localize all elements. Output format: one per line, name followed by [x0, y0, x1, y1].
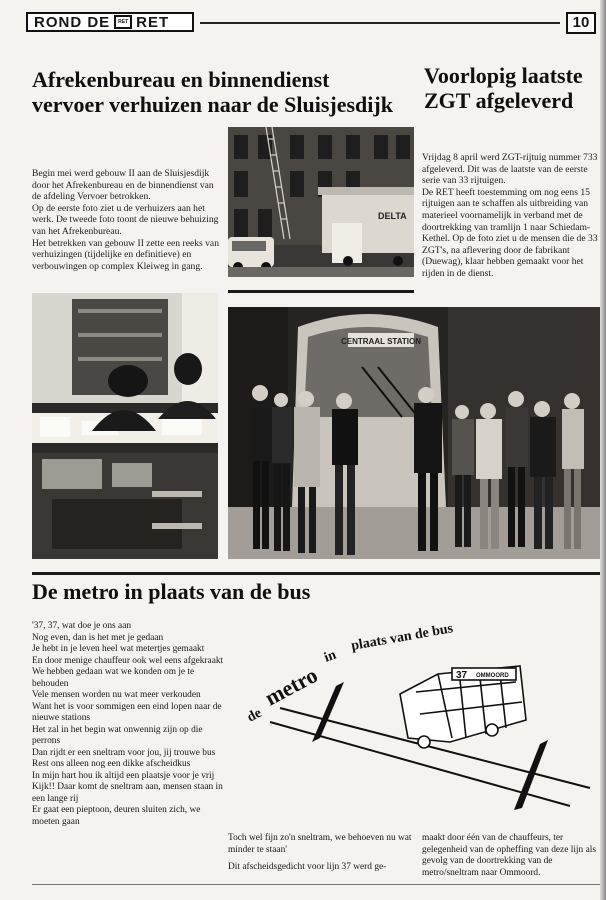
poem-line: Kijk!! Daar komt de sneltram aan, mensen staan in een lange rij	[32, 782, 223, 804]
illus-word-plaats: plaats van de bus	[350, 621, 455, 654]
left-paragraph-1: Begin mei werd gebouw II aan de Sluisjesdijk door het Afrekenbureau en de binnendienst van de afdeling Vervoer betrokken.	[32, 168, 214, 203]
illus-word-de: de	[244, 705, 265, 726]
header-rule	[200, 22, 560, 24]
metro-column-3: maakt door één van de chauffeurs, ter gelegenheid van de opheffing van deze lijn als gevolg van de doortrekking van de metro/sneltram naar Ommoord.	[422, 833, 596, 878]
poem-line: In mijn hart hou ik altijd een plaatsje voor je vrij	[32, 770, 215, 781]
masthead-ret: RET	[136, 13, 170, 31]
bus-destination: OMMOORD	[476, 673, 509, 679]
right-paragraph-2: De RET heeft toestemming om nog eens 15 rijtuigen aan te schaffen als uitbreiding van materieel voornamelijk in verband met de doortrekking van tramlijn 1 naar Schiedam-Kethel. Op de foto ziet u de mensen die de 33 ZGT's, na aflevering door de fabrikant (Duewag), klaar hebben gemaakt voor het rijden in de dienst.	[422, 186, 598, 279]
poem-line: En door menige chauffeur ook wel eens afgekraakt	[32, 655, 224, 666]
poem-line: Vele mensen worden nu wat meer verkouden	[32, 690, 201, 700]
left-paragraph-3: Het betrekken van gebouw II zette een reeks van verhuizingen (tijdelijke en definitieve) en verbouwingen op complex Kleiweg in gang.	[32, 237, 219, 272]
page-edge	[600, 0, 606, 900]
metro-poem	[32, 621, 230, 828]
left-article-body	[32, 168, 220, 272]
poem-line: '37, 37, wat doe je ons aan	[32, 621, 132, 631]
left-article-title: Afrekenbureau en binnendienst vervoer verhuizen naar de Sluisjesdijk	[32, 67, 393, 117]
masthead-logo-box	[114, 15, 132, 29]
illus-word-in: in	[322, 647, 339, 666]
tram-sign-text: CENTRAAL STATION	[341, 337, 421, 346]
section-rule-top	[228, 290, 414, 293]
section-rule-metro	[32, 572, 600, 575]
poem-line: Je hebt in je leven heel wat metertjes gemaakt	[32, 644, 205, 654]
poem-line: Er gaat een pieptoon, deuren sluiten zich, we moeten gaan	[32, 805, 201, 827]
photo-zgt-team-tram	[228, 307, 600, 559]
poem-line: We hebben gedaan wat we konden om je te behouden	[32, 667, 195, 689]
bus-route-number: 37	[456, 670, 468, 681]
bottom-rule	[32, 884, 600, 885]
left-paragraph-2: Op de eerste foto ziet u de verhuizers aan het werk. De tweede foto toont de nieuwe behuizing van het Afrekenbureau.	[32, 202, 219, 237]
photo-afrekenbureau-office	[32, 293, 218, 559]
masthead	[26, 12, 194, 32]
right-paragraph-1: Vrijdag 8 april werd ZGT-rijtuig nummer 733 afgeleverd. Dit was de laatste van de eerste serie van 33 rijtuigen.	[422, 152, 598, 187]
masthead-logo-text: RET	[118, 19, 129, 25]
right-article-title: Voorlopig laatste ZGT afgeleverd	[424, 63, 583, 113]
col2-line-1: Toch wel fijn zo'n sneltram, we behoeven nu wat minder te staan'	[228, 833, 412, 855]
col2-line-2: Dit afscheidsgedicht voor lijn 37 werd ge-	[228, 862, 387, 872]
masthead-rond-de: ROND DE	[34, 13, 111, 31]
poem-line: Rest ons alleen nog een dikke afscheidkus	[32, 759, 191, 769]
truck-text: DELTA	[378, 211, 407, 221]
metro-bus-illustration	[240, 610, 600, 820]
poem-line: Want het is voor sommigen een eind lopen naar de nieuwe stations	[32, 701, 222, 723]
right-article-body	[422, 152, 600, 280]
poem-line: Het zal in het begin wat onwennig zijn op die perrons	[32, 724, 203, 746]
photo-building-movers	[228, 127, 414, 277]
page-number: 10	[566, 12, 596, 34]
illus-word-metro: metro	[260, 662, 322, 711]
metro-article-title: De metro in plaats van de bus	[32, 579, 311, 604]
poem-line: Nog even, dan is het met je gedaan	[32, 632, 164, 643]
poem-line: Dan rijdt er een sneltram voor jou, jij trouwe bus	[32, 747, 216, 758]
metro-column-2	[228, 833, 412, 880]
